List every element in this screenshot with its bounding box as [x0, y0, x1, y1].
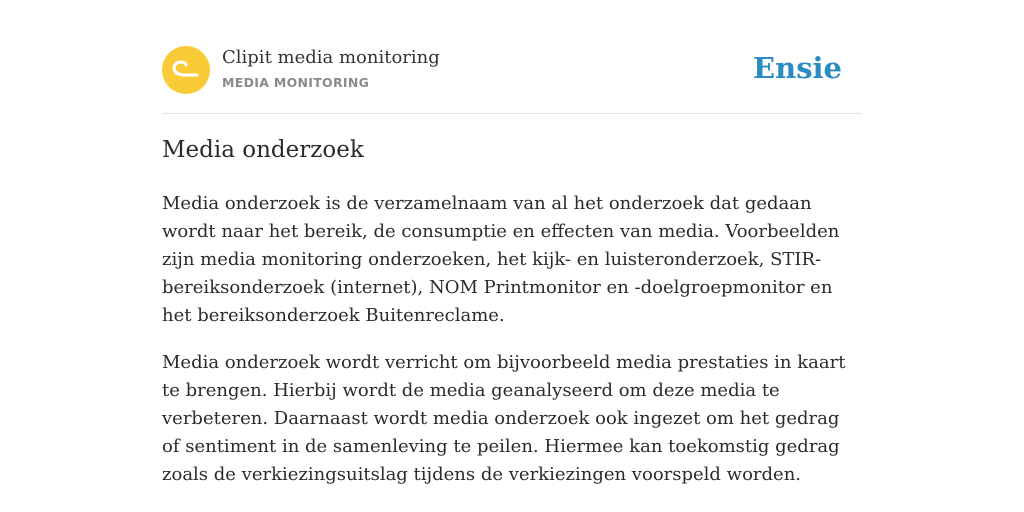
page-title: Media onderzoek — [162, 137, 364, 163]
brand-logo[interactable]: Ensie — [753, 51, 842, 85]
author-subtitle: MEDIA MONITORING — [222, 75, 370, 90]
article-paragraph: Media onderzoek is de verzamelnaam van al het onderzoek dat gedaan wordt naar het bereik, de consumptie en effecten van media. Voorbeelden zijn media monitoring onderzoeken, het kijk- en luisteronderzoek, STIR-bereiksonderzoek (internet), NOM Printmonitor en -doelgroepmonitor en het bereiksonderzoek Buitenreclame. — [162, 193, 840, 326]
article-paragraph: Media onderzoek wordt verricht om bijvoorbeeld media prestaties in kaart te brengen. Hierbij wordt de media geanalyseerd om deze media te verbeteren. Daarnaast wordt media onderzoek ook ingezet om het gedrag of sentiment in de samenleving te peilen. Hiermee kan toekomstig gedrag zoals de verkiezingsuitslag tijdens de verkiezingen voorspeld worden. — [162, 352, 846, 485]
author-name[interactable]: Clipit media monitoring — [222, 47, 440, 68]
header-divider — [162, 113, 862, 114]
speech-bubble-icon — [162, 46, 210, 94]
avatar[interactable] — [162, 46, 210, 94]
article-header — [162, 46, 862, 96]
